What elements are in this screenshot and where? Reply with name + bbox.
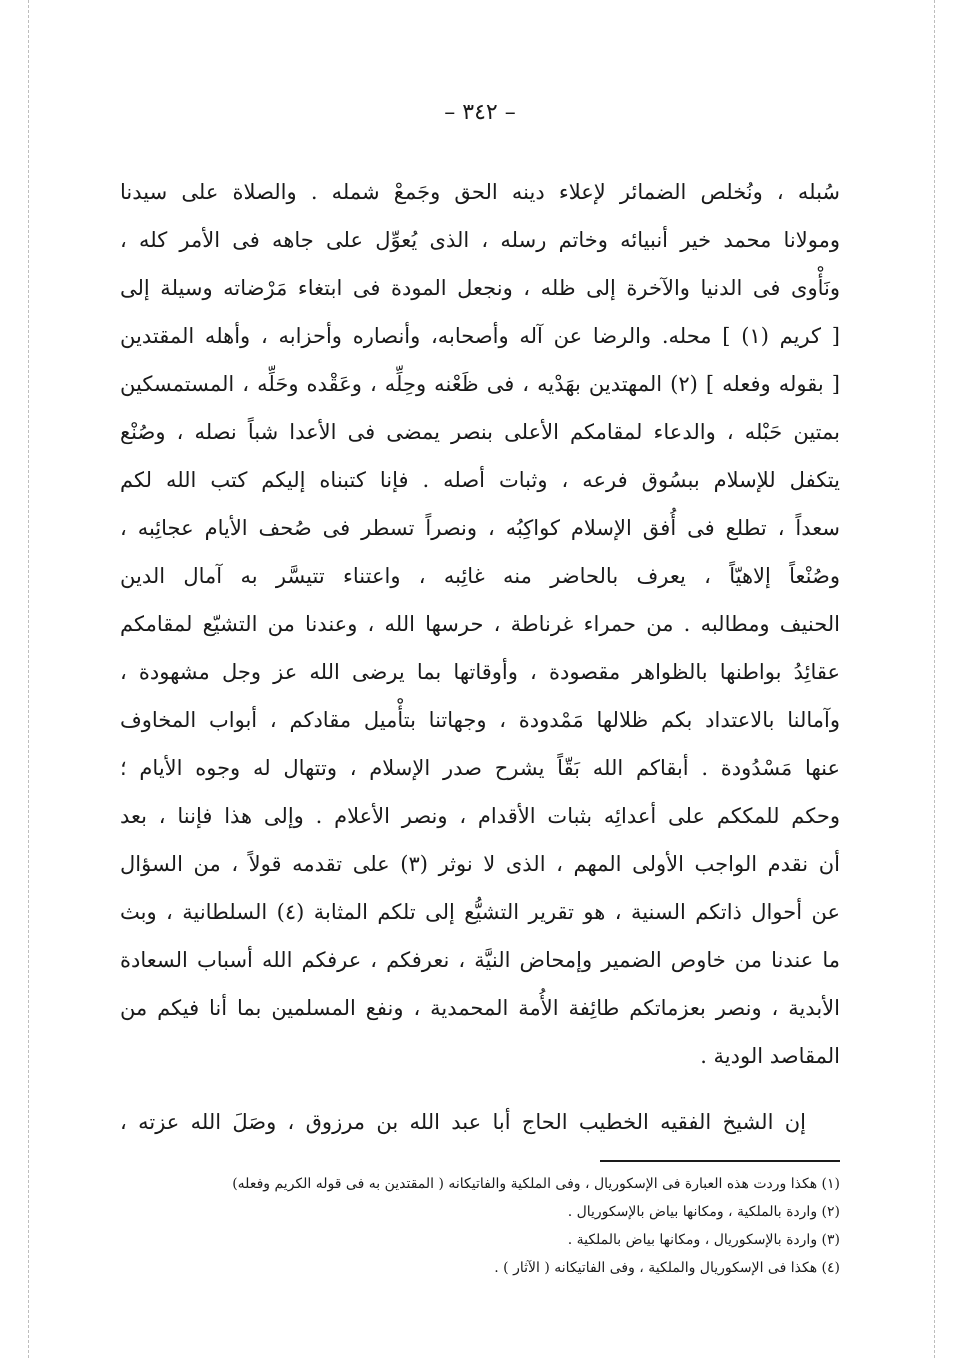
text-line: يتكفل للإسلام ببسُوق فرعه ، وثبات أصله . فإنا كتبناه إليكم كتب الله لكم (120, 468, 840, 492)
text-line: سعداً ، تطلع فى أُفق الإسلام كواكِبُه ، ونصراً تسطر فى صُحف الأيام عجائِبه ، (120, 516, 840, 540)
footnote: (٤) هكذا فى الإسكوريال والملكية ، وفى الفاتيكانه ( الآثار ) . (494, 1260, 840, 1276)
footnotes (120, 1170, 840, 1282)
page-number: – ٣٤٢ – (444, 100, 516, 125)
text-line: وآمالنا بالاعتداد بكم ظلالها مَمْدودة ، وجهاتنا بتأْميل مقادكم ، أبواب المخاوف (120, 708, 840, 732)
text-line: بمتين حَبْله ، والدعاء لمقامكم الأعلى بنصر يمضى فى الأعدا شباً نصله ، وصُنْع (120, 420, 840, 444)
text-line: الحنيف ومطالبه . من حمراء غرناطة ، حرسها الله ، وعندنا من التشيّع لمقامكم (120, 612, 840, 636)
scan-edge-left (28, 0, 29, 1358)
text-line: عقائِدُ بواطنها بالظواهر مقصودة ، وأوقاتها بما يرضى الله عز وجل مشهودة ، (120, 660, 840, 684)
text-line: سُبله ، ونُخلص الضمائر لإعلاء دينه الحق وجَمعْ شمله . والصلاة على سيدنا (120, 180, 840, 204)
book-page (120, 80, 840, 1330)
new-paragraph: إن الشيخ الفقيه الخطيب الحاج أبا عبد الله بن مرزوق ، وصَلَ الله عزته ، (120, 1110, 806, 1134)
footnote-separator (600, 1160, 840, 1162)
scan-edge-right (934, 0, 935, 1358)
text-line: وحكم للمككم على أعدائِه بثبات الأقدام ، ونصر الأعلام . وإلى هذا فإننا ، بعد (120, 804, 840, 828)
text-line: وصُنْعاً إلاهيّاً ، يعرف بالحاضر منه غائِبه ، واعتناء تتيسَّر به آمال الدين (120, 564, 840, 588)
text-line: ونَأْوى فى الدنيا والآخرة إلى ظله ، ونجعل المودة فى ابتغاء مَرْضاته وسيلة إلى (120, 276, 840, 300)
body-text (120, 168, 840, 1080)
footnote: (١) هكذا وردت هذه العبارة فى الإسكوريال ، وفى الملكية والفاتيكانه ( المقتدين به فى قوله الكريم وفعله) (232, 1176, 840, 1192)
text-line: [ بقوله وفعله ] (٢) المهتدين بهَدْيه ، فى ظَعْنه وحِلِّه ، وعَقْده وحَلِّه ، المستمسكين (120, 372, 840, 396)
footnote: (٣) واردة بالإسكوريال ، ومكانها بياض بالملكية . (567, 1232, 840, 1248)
text-line: ما عندنا من خاوص الضمير وإمحاض النيَّة ، نعرفكم ، عرفكم الله أسباب السعادة (120, 948, 840, 972)
text-line: المقاصد الودية . (700, 1044, 840, 1068)
text-line: ومولانا محمد خير أنبيائه وخاتم رسله ، الذى يُعوِّل على جاهه فى الأمر كله ، (120, 228, 840, 252)
text-line: أن نقدم الواجب الأولى المهم ، الذى لا نوثر (٣) على تقدمه قولاً ، من السؤال (120, 852, 840, 876)
text-line: عنها مَسْدُودة . أبقاكم الله بَقّاً يشرح صدر الإسلام ، وتتهال له وجوه الأيام ؛ (120, 756, 840, 780)
text-line: عن أحوال ذاتكم السنية ، هو تقرير التشيُّع إلى تلكم المثابة (٤) السلطانية ، وبث (120, 900, 840, 924)
footnote: (٢) واردة بالملكية ، ومكانها بياض بالإسكوريال . (567, 1204, 840, 1220)
text-line: [ كريم (١) ] محله. والرضا عن آله وأصحابه، وأنصاره وأحزابه ، وأهله المقتدين (120, 324, 840, 348)
text-line: الأبدية ، ونصر بعزماتكم طائِفة الأُمة المحمدية ، ونفع المسلمين بما أنا فيكم من (120, 996, 840, 1020)
